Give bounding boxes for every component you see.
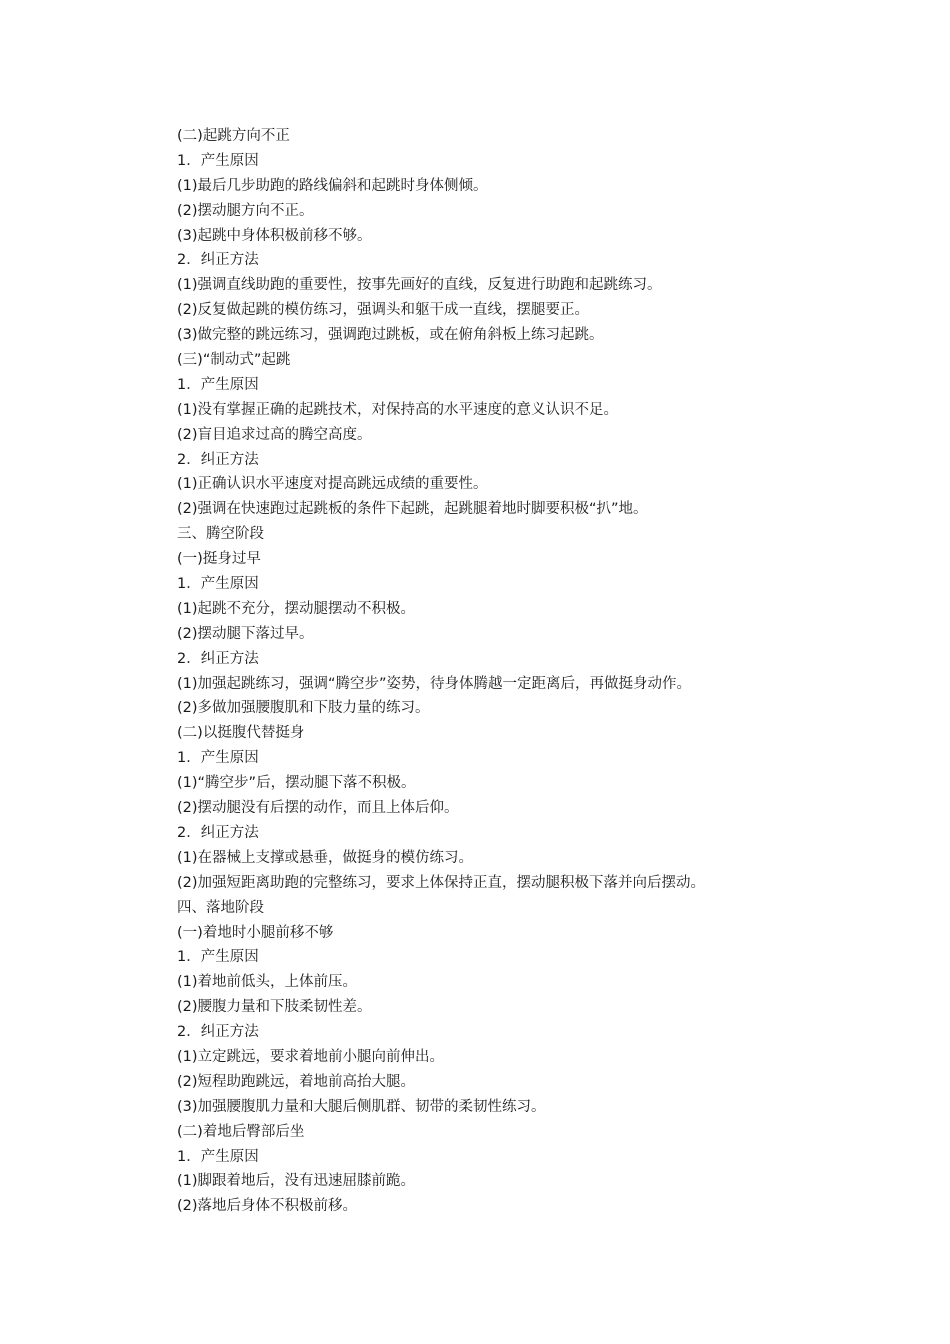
text-line: (1)加强起跳练习，强调“腾空步”姿势，待身体腾越一定距离后，再做挺身动作。 bbox=[177, 675, 692, 692]
text-line: 2．纠正方法 bbox=[177, 1024, 259, 1041]
text-line: (1)起跳不充分，摆动腿摆动不积极。 bbox=[177, 600, 416, 617]
text-line: (一)挺身过早 bbox=[177, 551, 261, 568]
text-line: (1)正确认识水平速度对提高跳远成绩的重要性。 bbox=[177, 476, 488, 493]
text-line: (3)起跳中身体积极前移不够。 bbox=[177, 227, 372, 244]
text-line: 2．纠正方法 bbox=[177, 451, 259, 468]
document-body bbox=[177, 124, 837, 1219]
text-line: (2)落地后身体不积极前移。 bbox=[177, 1198, 358, 1215]
text-line: (1)在器械上支撑或悬垂，做挺身的模仿练习。 bbox=[177, 849, 474, 866]
text-line: (2)摆动腿下落过早。 bbox=[177, 625, 314, 642]
text-line: (2)摆动腿方向不正。 bbox=[177, 202, 314, 219]
text-line: (2)盲目追求过高的腾空高度。 bbox=[177, 426, 372, 443]
text-line: (2)反复做起跳的模仿练习，强调头和躯干成一直线，摆腿要正。 bbox=[177, 302, 590, 319]
text-line: (1)最后几步助跑的路线偏斜和起跳时身体侧倾。 bbox=[177, 177, 488, 194]
text-line: (3)加强腰腹肌力量和大腿后侧肌群、韧带的柔韧性练习。 bbox=[177, 1098, 546, 1115]
text-line: (2)腰腹力量和下肢柔韧性差。 bbox=[177, 999, 372, 1016]
text-line: 1．产生原因 bbox=[177, 750, 259, 767]
text-line: 三、腾空阶段 bbox=[177, 526, 264, 543]
text-line: (三)“制动式”起跳 bbox=[177, 352, 291, 369]
text-line: 2．纠正方法 bbox=[177, 824, 259, 841]
text-line: 1．产生原因 bbox=[177, 949, 259, 966]
text-line: (1)脚跟着地后，没有迅速屈膝前跪。 bbox=[177, 1173, 416, 1190]
text-line: 四、落地阶段 bbox=[177, 899, 264, 916]
text-line: (3)做完整的跳远练习，强调跑过跳板，或在俯角斜板上练习起跳。 bbox=[177, 327, 604, 344]
text-line: (二)以挺腹代替挺身 bbox=[177, 725, 305, 742]
text-line: (1)立定跳远，要求着地前小腿向前伸出。 bbox=[177, 1048, 445, 1065]
text-line: 1．产生原因 bbox=[177, 576, 259, 593]
text-line: (2)多做加强腰腹肌和下肢力量的练习。 bbox=[177, 700, 430, 717]
text-line: 2．纠正方法 bbox=[177, 650, 259, 667]
text-line: (1)“腾空步”后，摆动腿下落不积极。 bbox=[177, 775, 416, 792]
text-line: (1)没有掌握正确的起跳技术，对保持高的水平速度的意义认识不足。 bbox=[177, 401, 619, 418]
text-line: (二)起跳方向不正 bbox=[177, 128, 290, 144]
text-line: (二)着地后臀部后坐 bbox=[177, 1123, 305, 1140]
text-line: 1．产生原因 bbox=[177, 376, 259, 393]
text-line: 2．纠正方法 bbox=[177, 252, 259, 269]
text-line: (2)强调在快速跑过起跳板的条件下起跳，起跳腿着地时脚要积极“扒”地。 bbox=[177, 501, 648, 518]
text-line: 1．产生原因 bbox=[177, 152, 259, 169]
text-line: (2)加强短距离助跑的完整练习，要求上体保持正直，摆动腿积极下落并向后摆动。 bbox=[177, 874, 706, 891]
text-line: (1)强调直线助跑的重要性，按事先画好的直线，反复进行助跑和起跳练习。 bbox=[177, 277, 662, 294]
text-line: (2)摆动腿没有后摆的动作，而且上体后仰。 bbox=[177, 800, 459, 817]
text-line: (2)短程助跑跳远，着地前高抬大腿。 bbox=[177, 1073, 416, 1090]
text-line: (1)着地前低头，上体前压。 bbox=[177, 974, 358, 991]
text-line: 1．产生原因 bbox=[177, 1148, 259, 1165]
text-line: (一)着地时小腿前移不够 bbox=[177, 924, 334, 941]
